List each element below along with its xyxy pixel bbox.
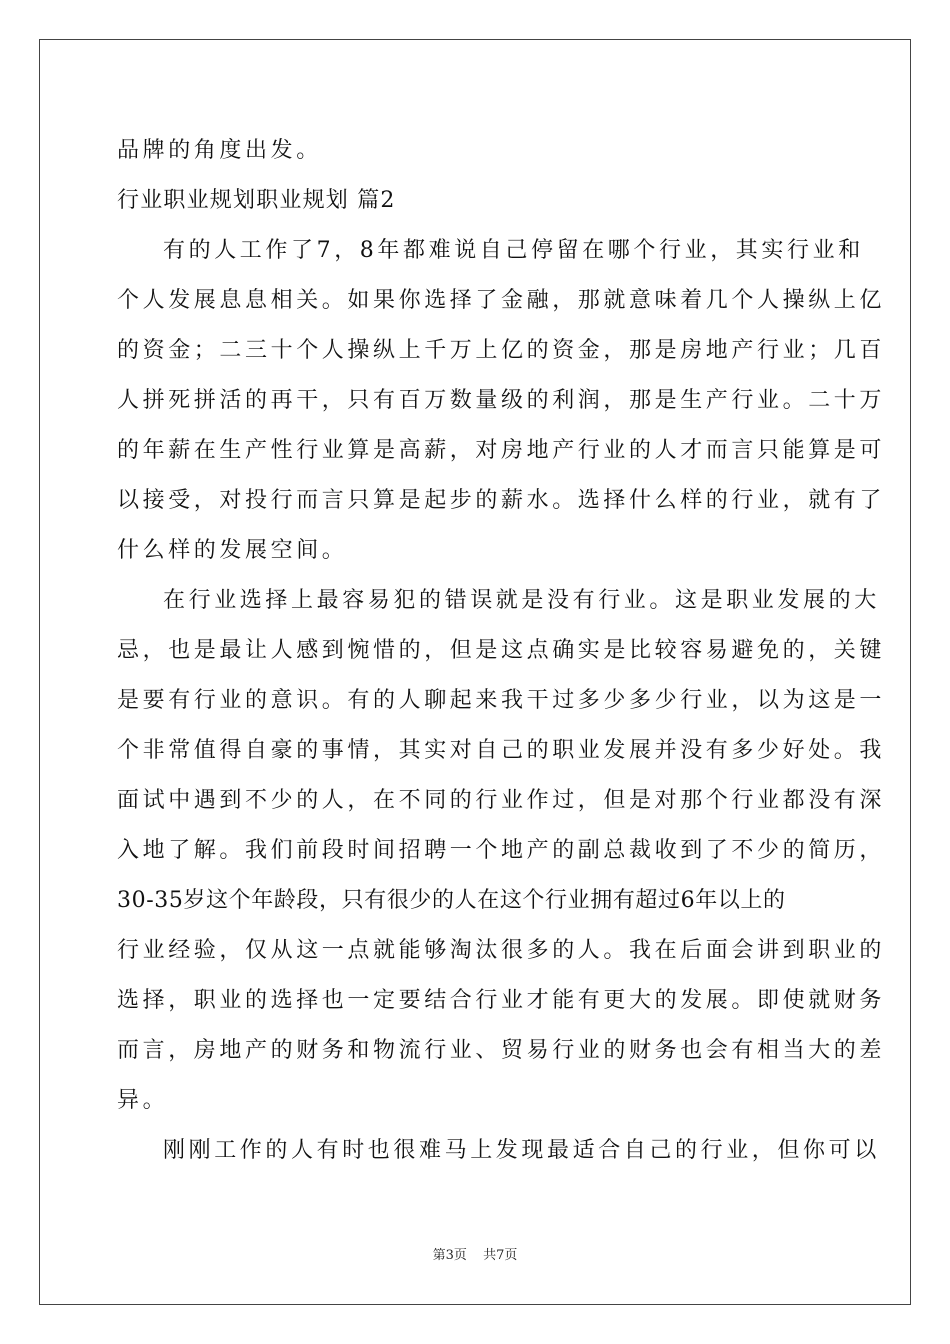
document-body — [117, 126, 886, 1176]
page-total: 共7页 — [483, 1248, 518, 1263]
paragraph-2-line-4: 个非常值得自豪的事情，其实对自己的职业发展并没有多少好处。我 — [117, 738, 886, 763]
paragraph-2-line-1: 在行业选择上最容易犯的错误就是没有行业。这是职业发展的大 — [163, 588, 880, 613]
paragraph-1-line-6: 以接受，对投行而言只算是起步的薪水。选择什么样的行业，就有了 — [117, 488, 886, 513]
section-heading: 行业职业规划职业规划 篇2 — [117, 188, 396, 213]
paragraph-2-line-2: 忌，也是最让人感到惋惜的，但是这点确实是比较容易避免的，关键 — [117, 638, 886, 663]
paragraph-2-line-7: 30-35岁这个年龄段，只有很少的人在这个行业拥有超过6年以上的 — [117, 888, 786, 913]
paragraph-1-line-5: 的年薪在生产性行业算是高薪，对房地产行业的人才而言只能算是可 — [117, 438, 886, 463]
paragraph-1-line-7: 什么样的发展空间。 — [117, 538, 348, 563]
paragraph-2-line-8: 行业经验，仅从这一点就能够淘汰很多的人。我在后面会讲到职业的 — [117, 938, 886, 963]
paragraph-3-line-1: 刚刚工作的人有时也很难马上发现最适合自己的行业，但你可以 — [163, 1138, 880, 1163]
paragraph-2-line-6: 入地了解。我们前段时间招聘一个地产的副总裁收到了不少的简历， — [117, 838, 886, 863]
paragraph-1-line-2: 个人发展息息相关。如果你选择了金融，那就意味着几个人操纵上亿 — [117, 288, 886, 313]
paragraph-1-line-3: 的资金；二三十个人操纵上千万上亿的资金，那是房地产行业；几百 — [117, 338, 886, 363]
text-line-1: 品牌的角度出发。 — [117, 138, 322, 163]
paragraph-2-line-3: 是要有行业的意识。有的人聊起来我干过多少多少行业，以为这是一 — [117, 688, 886, 713]
paragraph-2-line-9: 选择，职业的选择也一定要结合行业才能有更大的发展。即使就财务 — [117, 988, 886, 1013]
paragraph-1-line-4: 人拼死拼活的再干，只有百万数量级的利润，那是生产行业。二十万 — [117, 388, 886, 413]
paragraph-2-line-10: 而言，房地产的财务和物流行业、贸易行业的财务也会有相当大的差 — [117, 1038, 886, 1063]
page-number: 第3页 — [432, 1248, 467, 1263]
paragraph-2-line-11: 异。 — [117, 1088, 169, 1113]
paragraph-1-line-1: 有的人工作了7，8年都难说自己停留在哪个行业，其实行业和 — [163, 238, 864, 263]
paragraph-2-line-5: 面试中遇到不少的人，在不同的行业作过，但是对那个行业都没有深 — [117, 788, 886, 813]
page-footer — [0, 1244, 950, 1263]
